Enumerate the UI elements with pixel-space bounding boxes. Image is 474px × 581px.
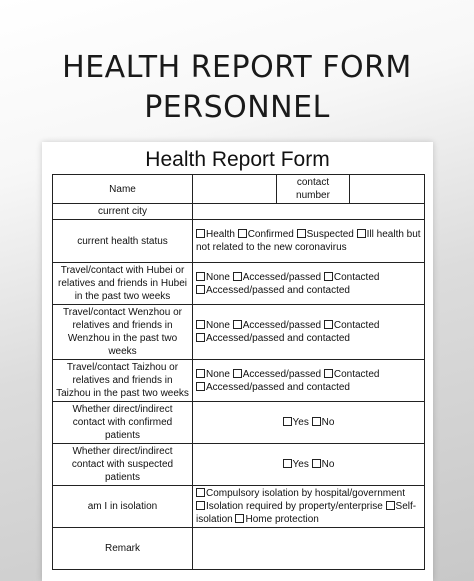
confirmed-contact-options bbox=[193, 402, 425, 444]
option-accessed-passed-and-contacted[interactable]: Accessed/passed and contacted bbox=[196, 333, 350, 344]
confirmed-contact-row bbox=[53, 402, 425, 444]
option-health[interactable]: Health bbox=[196, 229, 235, 240]
option-none[interactable]: None bbox=[196, 369, 230, 380]
checkbox-icon[interactable] bbox=[324, 272, 333, 281]
confirmed-contact-label: Whether direct/indirect contact with confirmed patients bbox=[53, 402, 193, 444]
checkbox-icon[interactable] bbox=[312, 459, 321, 468]
health-status-label: current health status bbox=[53, 220, 193, 263]
isolation-label: am I in isolation bbox=[53, 486, 193, 528]
option-home-protection[interactable]: Home protection bbox=[235, 514, 318, 525]
option-yes[interactable]: Yes bbox=[283, 417, 309, 428]
wenzhou-row bbox=[53, 305, 425, 360]
suspected-contact-row bbox=[53, 444, 425, 486]
option-confirmed[interactable]: Confirmed bbox=[238, 229, 294, 240]
checkbox-icon[interactable] bbox=[324, 320, 333, 329]
checkbox-icon[interactable] bbox=[196, 382, 205, 391]
checkbox-icon[interactable] bbox=[196, 272, 205, 281]
name-label: Name bbox=[53, 175, 193, 204]
current-city-value[interactable] bbox=[193, 204, 425, 220]
page-title-line-1: HEALTH REPORT FORM bbox=[62, 50, 412, 85]
checkbox-icon[interactable] bbox=[283, 459, 292, 468]
health-status-row bbox=[53, 220, 425, 263]
checkbox-icon[interactable] bbox=[196, 333, 205, 342]
checkbox-icon[interactable] bbox=[235, 514, 244, 523]
checkbox-icon[interactable] bbox=[386, 501, 395, 510]
option-contacted[interactable]: Contacted bbox=[324, 272, 380, 283]
isolation-options bbox=[193, 486, 425, 528]
health-status-options bbox=[193, 220, 425, 263]
option-contacted[interactable]: Contacted bbox=[324, 369, 380, 380]
checkbox-icon[interactable] bbox=[196, 320, 205, 329]
option-isolation-by-property[interactable]: Isolation required by property/enterprise bbox=[196, 501, 383, 512]
checkbox-icon[interactable] bbox=[238, 229, 247, 238]
wenzhou-options bbox=[193, 305, 425, 360]
checkbox-icon[interactable] bbox=[196, 229, 205, 238]
option-accessed-passed[interactable]: Accessed/passed bbox=[233, 369, 321, 380]
checkbox-icon[interactable] bbox=[233, 272, 242, 281]
checkbox-icon[interactable] bbox=[233, 320, 242, 329]
taizhou-label: Travel/contact Taizhou or relatives and friends in Taizhou in the past two weeks bbox=[53, 360, 193, 402]
checkbox-icon[interactable] bbox=[233, 369, 242, 378]
option-contacted[interactable]: Contacted bbox=[324, 320, 380, 331]
contact-number-label: contact number bbox=[277, 175, 350, 204]
option-none[interactable]: None bbox=[196, 272, 230, 283]
option-accessed-passed[interactable]: Accessed/passed bbox=[233, 320, 321, 331]
contact-number-value[interactable] bbox=[350, 175, 425, 204]
remark-row bbox=[53, 528, 425, 570]
form-title: Health Report Form bbox=[145, 148, 330, 171]
taizhou-row bbox=[53, 360, 425, 402]
form-sheet bbox=[42, 142, 433, 581]
suspected-contact-label: Whether direct/indirect contact with suspected patients bbox=[53, 444, 193, 486]
checkbox-icon[interactable] bbox=[297, 229, 306, 238]
health-report-table bbox=[52, 174, 425, 570]
isolation-row bbox=[53, 486, 425, 528]
current-city-label: current city bbox=[53, 204, 193, 220]
name-row bbox=[53, 175, 425, 204]
current-city-row bbox=[53, 204, 425, 220]
wenzhou-label: Travel/contact Wenzhou or relatives and friends in Wenzhou in the past two weeks bbox=[53, 305, 193, 360]
checkbox-icon[interactable] bbox=[357, 229, 366, 238]
checkbox-icon[interactable] bbox=[196, 285, 205, 294]
checkbox-icon[interactable] bbox=[283, 417, 292, 426]
hubei-row bbox=[53, 263, 425, 305]
option-accessed-passed-and-contacted[interactable]: Accessed/passed and contacted bbox=[196, 382, 350, 393]
suspected-contact-options bbox=[193, 444, 425, 486]
checkbox-icon[interactable] bbox=[196, 369, 205, 378]
checkbox-icon[interactable] bbox=[196, 488, 205, 497]
taizhou-options bbox=[193, 360, 425, 402]
option-ill-health-not-coronavirus[interactable]: Ill health but not related to the new coronavirus bbox=[196, 229, 421, 253]
option-accessed-passed-and-contacted[interactable]: Accessed/passed and contacted bbox=[196, 285, 350, 296]
name-value[interactable] bbox=[193, 175, 277, 204]
option-none[interactable]: None bbox=[196, 320, 230, 331]
option-suspected[interactable]: Suspected bbox=[297, 229, 354, 240]
checkbox-icon[interactable] bbox=[196, 501, 205, 510]
option-compulsory-isolation[interactable]: Compulsory isolation by hospital/government bbox=[196, 488, 405, 499]
remark-label: Remark bbox=[53, 528, 193, 570]
option-accessed-passed[interactable]: Accessed/passed bbox=[233, 272, 321, 283]
remark-value[interactable] bbox=[193, 528, 425, 570]
option-no[interactable]: No bbox=[312, 417, 335, 428]
option-self-isolation[interactable]: Self-isolation bbox=[196, 501, 417, 525]
checkbox-icon[interactable] bbox=[324, 369, 333, 378]
option-yes[interactable]: Yes bbox=[283, 459, 309, 470]
hubei-label: Travel/contact with Hubei or relatives and friends in Hubei in the past two weeks bbox=[53, 263, 193, 305]
page-title-line-2: PERSONNEL bbox=[144, 90, 330, 125]
checkbox-icon[interactable] bbox=[312, 417, 321, 426]
option-no[interactable]: No bbox=[312, 459, 335, 470]
hubei-options bbox=[193, 263, 425, 305]
